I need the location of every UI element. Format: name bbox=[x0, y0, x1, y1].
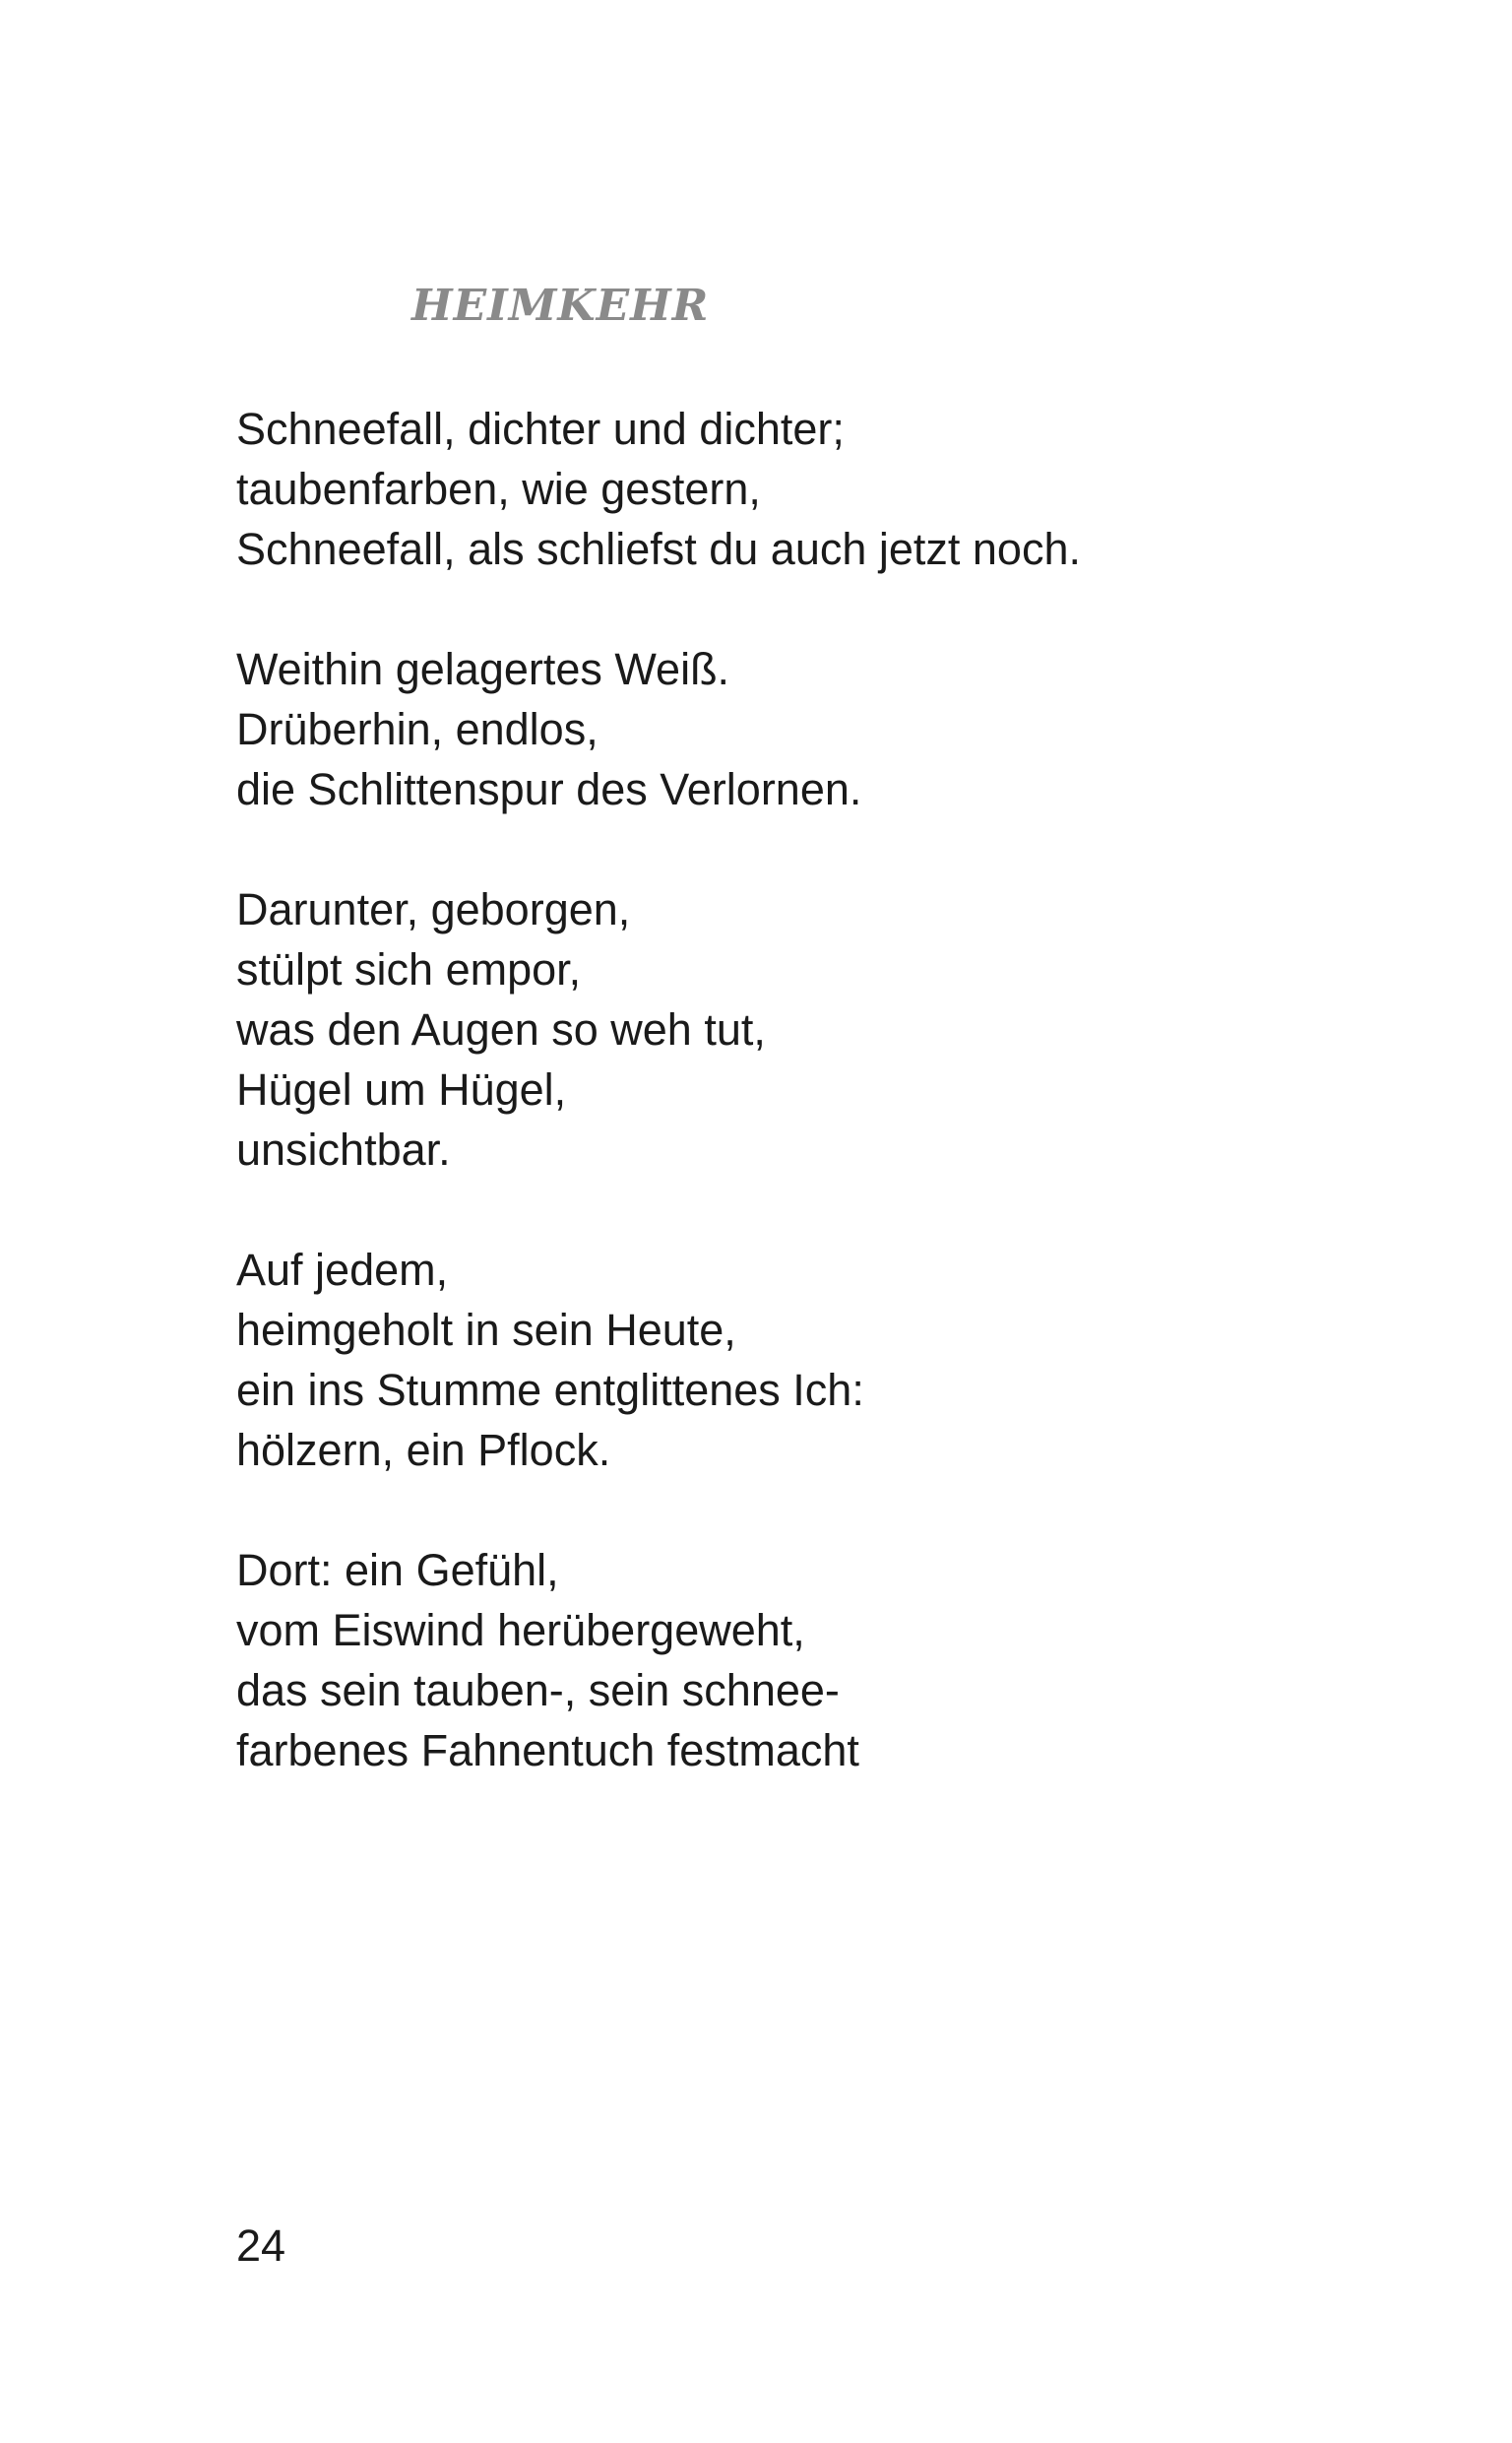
poem-line: ein ins Stumme entglittenes Ich: bbox=[236, 1365, 864, 1415]
poem-line: Darunter, geborgen, bbox=[236, 884, 631, 934]
poem-line: stülpt sich empor, bbox=[236, 944, 582, 995]
stanza-3 bbox=[236, 879, 1319, 1180]
stanza-2 bbox=[236, 639, 1319, 819]
poem-line: Schneefall, als schliefst du auch jetzt noch. bbox=[236, 524, 1081, 574]
poem-line: taubenfarben, wie gestern, bbox=[236, 464, 761, 514]
page-number: 24 bbox=[236, 2220, 286, 2271]
poem-title: HEIMKEHR bbox=[411, 281, 710, 331]
poem-line: Drüberhin, endlos, bbox=[236, 704, 598, 754]
poem-body bbox=[236, 399, 1319, 1840]
poem-line: Hügel um Hügel, bbox=[236, 1064, 567, 1115]
stanza-4 bbox=[236, 1240, 1319, 1480]
poem-line: Weithin gelagertes Weiß. bbox=[236, 644, 730, 694]
stanza-1 bbox=[236, 399, 1319, 579]
poem-line: was den Augen so weh tut, bbox=[236, 1004, 766, 1055]
poem-line: Dort: ein Gefühl, bbox=[236, 1545, 559, 1595]
poem-line: heimgeholt in sein Heute, bbox=[236, 1305, 736, 1355]
poem-line: das sein tauben-, sein schnee- bbox=[236, 1665, 840, 1715]
stanza-5 bbox=[236, 1540, 1319, 1780]
poem-line: hölzern, ein Pflock. bbox=[236, 1425, 611, 1475]
poem-line: die Schlittenspur des Verlornen. bbox=[236, 764, 862, 814]
poem-line: unsichtbar. bbox=[236, 1125, 451, 1175]
poem-line: Auf jedem, bbox=[236, 1245, 449, 1295]
poem-line: vom Eiswind herübergeweht, bbox=[236, 1605, 805, 1655]
poem-line: farbenes Fahnentuch festmacht bbox=[236, 1725, 859, 1775]
poem-line: Schneefall, dichter und dichter; bbox=[236, 404, 845, 454]
